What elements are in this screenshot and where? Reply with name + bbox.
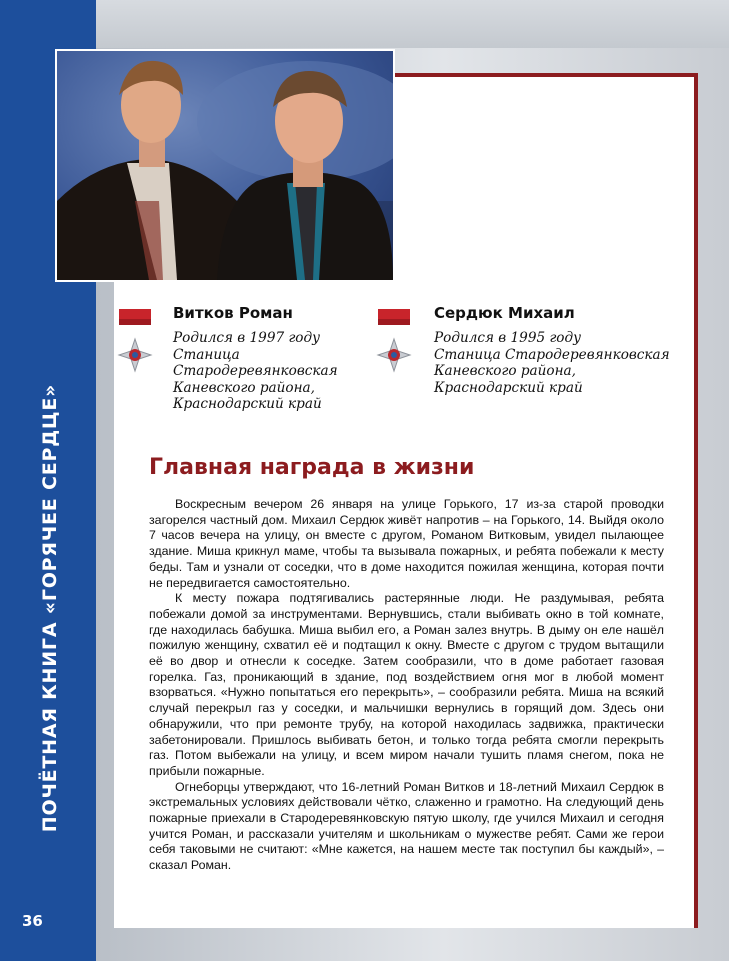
medal-icon (115, 305, 155, 385)
article-paragraph: К месту пожара подтягивались растерянные люди. Не раздумывая, ребята побежали домой за инструментами. Вернувшись, стали выбивать окно в той комнате, где находилась бабушка. Миша выбил его, а Роман залез внутрь. В дыму он еле нашёл пожилую женщину, схватил её и подтащил к окну. Вместе с другом с трудом вытащили её во двор и отнесли к соседке. Затем сообразили, что в доме работает газовая горелка. Газ, проникающий в здание, под воздействием огня мог в любой момент взорваться. «Нужно попытаться его перекрыть», – сообразили ребята. Миша на всякий случай перекрыл газ у соседки, и мальчишки вернулись в горящий дом. Здесь они обнаружили, что при ремонте трубу, на которой находилась задвижка, практически забетонировали. Пришлось выбивать бетон, и только тогда ребята смогли перекрыть газ. Потом выбежали на улицу, и всем миром начали тушить пламя снегом, пока не прибыли пожарные. (149, 591, 664, 778)
article-paragraph: Воскресным вечером 26 января на улице Горького, 17 из-за старой проводки загорелся частный дом. Михаил Сердюк живёт напротив – на Горького, 14. Выйдя около 7 часов вечера на улицу, он вместе с другом, Романом Витковым, увидел пылающее здание. Миша крикнул маме, чтобы та вызывала пожарных, и ребята побежали к месту беды. Там и узнали от соседки, что в доме находится пожилая женщина, которая почти не передвигается самостоятельно. (149, 497, 664, 590)
person-card-vitkov (173, 304, 338, 413)
person-card-serdyuk (434, 304, 670, 396)
person-name: Сердюк Михаил (434, 304, 575, 322)
page-top-shade (96, 0, 729, 48)
portrait-photo (55, 49, 395, 282)
book-title-spine: ПОЧЁТНАЯ КНИГА «ГОРЯЧЕЕ СЕРДЦЕ» (39, 383, 61, 833)
article-title: Главная награда в жизни (149, 455, 475, 480)
accent-bar-right (694, 73, 698, 928)
person-info: Родился в 1995 году Станица Стародеревянковская Каневского района, Краснодарский край (434, 330, 670, 396)
article-body (149, 497, 664, 874)
page-number: 36 (22, 912, 43, 930)
article-paragraph: Огнеборцы утверждают, что 16-летний Роман Витков и 18-летний Михаил Сердюк в экстремальных условиях действовали чётко, слаженно и грамотно. На следующий день пожарные приехали в Стародеревянковскую пятую школу, где учился Михаил и сегодня учится Роман, и рассказали учителям и школьникам о мужестве ребят. Сами же герои себя таковыми не считают: «Мне кажется, на нашем месте так поступил бы каждый», – сказал Роман. (149, 779, 664, 873)
medal-icon (374, 305, 414, 385)
person-info: Родился в 1997 году Станица Стародеревянковская Каневского района, Краснодарский край (173, 330, 338, 412)
accent-bar-top (392, 73, 698, 77)
person-name: Витков Роман (173, 304, 293, 322)
